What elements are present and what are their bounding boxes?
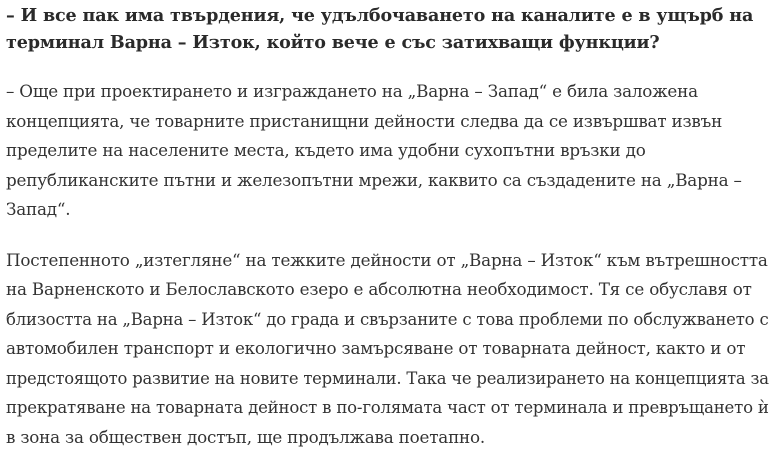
paragraph-line: Постепенното „изтегляне“ на тежките дейности от „Варна – Изток“ към вътрешността	[6, 246, 771, 276]
paragraph-line: предстоящото развитие на новите терминали. Така че реализирането на концепцията за	[6, 364, 771, 394]
paragraph-line: републиканските пътни и железопътни мрежи, каквито са създадените на „Варна –	[6, 166, 771, 196]
interview-question	[6, 3, 771, 57]
paragraph-line: – Още при проектирането и изграждането на „Варна – Запад“ е била заложена	[6, 77, 771, 107]
paragraph-line: автомобилен транспорт и екологично замърсяване от товарната дейност, както и от	[6, 334, 771, 364]
paragraph-line: Запад“.	[6, 195, 771, 225]
paragraph-line: прекратяване на товарната дейност в по-голямата част от терминала и превръщането ѝ	[6, 393, 771, 423]
answer-paragraph	[6, 246, 771, 452]
article-body	[6, 0, 771, 452]
paragraph-line: на Варненското и Белославското езеро е абсолютна необходимост. Тя се обуславя от	[6, 275, 771, 305]
paragraph-line: пределите на населените места, където има удобни сухопътни връзки до	[6, 136, 771, 166]
paragraph-line: концепцията, че товарните пристанищни дейности следва да се извършват извън	[6, 107, 771, 137]
question-line: терминал Варна – Изток, който вече е със затихващи функции?	[6, 30, 771, 57]
paragraph-line: в зона за обществен достъп, ще продължава поетапно.	[6, 423, 771, 452]
question-line: – И все пак има твърдения, че удълбочаването на каналите е в ущърб на	[6, 3, 771, 30]
answer-paragraph	[6, 77, 771, 225]
paragraph-line: близостта на „Варна – Изток“ до града и свързаните с това проблеми по обслужването с	[6, 305, 771, 335]
